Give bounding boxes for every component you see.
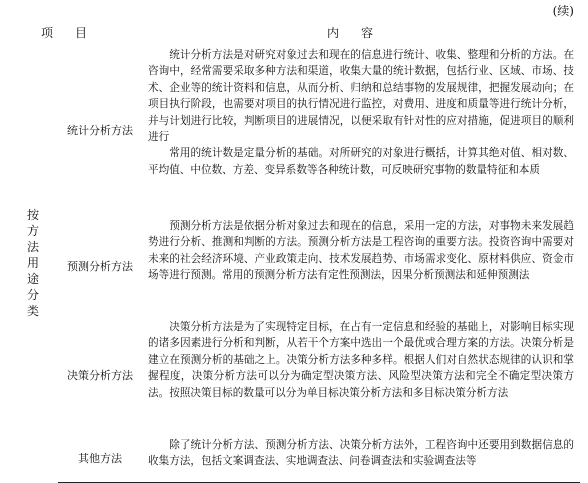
methods-table [8, 20, 580, 483]
description-paragraph: 常用的统计数是定量分析的基础。对所研究的对象进行概括，计算其绝对值、相对数、平均值、中位数、方差、变异系数等各种统计数，可反映研究事物的数量特征和本质 [148, 147, 574, 176]
table-header-row [8, 20, 580, 44]
description-paragraph: 统计分析方法是对研究对象过去和现在的信息进行统计、收集、整理和分析的方法。在咨询中，经常需要采取多种方法和渠道，收集大量的统计数据，包括行业、区域、市场、技术、企业等的统计资料和信息，从而分析、归纳和总结事物的发展规律，把握发展动向；在项目执行阶段，也需要对项目的执行情况进行监控，对费用、进度和质量等进行统计分析，并与计划进行比较，判断项目的进展情况，以便采取有针对性的应对措施，促进项目的顺利进行 [148, 49, 574, 144]
category-label: 按方法用途分类 [26, 208, 39, 318]
method-name: 决策分析方法 [67, 369, 133, 382]
description-paragraph: 除了统计分析方法、预测分析方法、决策分析方法外，工程咨询中还要用到数据信息的收集方法，包括文案调查法、实地调查法、问卷调查法和实验调查法等 [148, 439, 574, 468]
method-description [142, 44, 580, 215]
description-paragraph: 决策分析方法是为了实现特定目标，在占有一定信息和经验的基础上，对影响目标实现的诸多因素进行分析和判断，从若干个方案中选出一个最优或合理方案的方法。决策分析是建立在预测分析的基础之上。决策分析方法多种多样。根据人们对自然状态规律的认识和掌握程度，决策分析方法可以分为确定型决策方法、风险型决策方法和完全不确定型决策方法。按照决策目标的数量可以分为单目标决策分析方法和多目标决策分析方法 [148, 321, 574, 399]
method-description [142, 215, 580, 316]
method-name: 预测分析方法 [67, 259, 133, 273]
header-content: 内容 [327, 25, 396, 40]
description-paragraph: 预测分析方法是依据分析对象过去和现在的信息，采用一定的方法，对事物未来发展趋势进行分析、推测和判断的方法。预测分析方法是工程咨询的重要方法。投资咨询中需要对未来的社会经济环境、产业政策走向、技术发展趋势、市场需求变化、原材料供应、资金市场等进行预测。常用的预测分析方法有定性预测法，因果分析预测法和延伸预测法 [148, 220, 574, 282]
continued-label: (续) [552, 4, 574, 18]
method-name: 统计分析方法 [67, 123, 133, 137]
header-item: 项目 [41, 25, 110, 40]
table-row [8, 44, 580, 215]
method-name: 其他方法 [58, 434, 142, 482]
category-cell [8, 44, 58, 482]
method-description [142, 316, 580, 434]
table-row [8, 316, 580, 434]
table-row [8, 215, 580, 316]
